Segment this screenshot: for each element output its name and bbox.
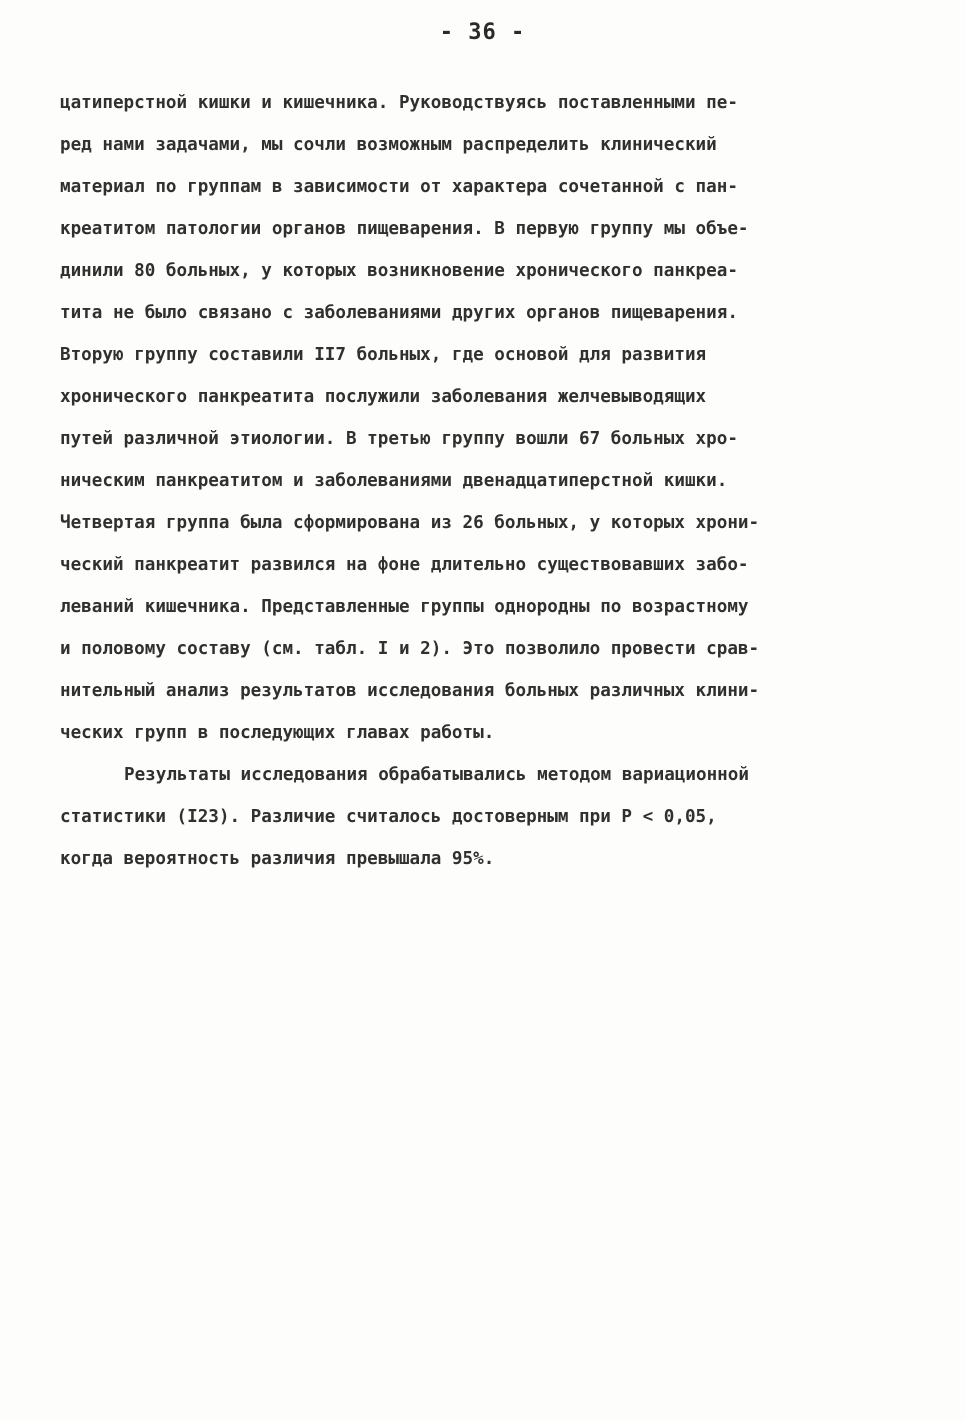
page-number: - 36 -: [439, 20, 526, 45]
paragraph-2: [60, 754, 910, 880]
text-line: путей различной этиологии. В третью группу вошли 67 больных хро-: [60, 429, 738, 449]
text-line: креатитом патологии органов пищеварения. В первую группу мы объе-: [60, 219, 749, 239]
text-line: нительный анализ результатов исследования больных различных клини-: [60, 681, 760, 701]
text-line: Вторую группу составили II7 больных, где основой для развития: [60, 345, 707, 365]
text-line: и половому составу (см. табл. I и 2). Это позволило провести срав-: [60, 639, 760, 659]
text-line: ческих групп в последующих главах работы.: [60, 723, 495, 743]
text-line: Четвертая группа была сформирована из 26 больных, у которых хрони-: [60, 513, 760, 533]
text-line: ред нами задачами, мы сочли возможным распределить клинический: [60, 135, 717, 155]
text-line: хронического панкреатита послужили заболевания желчевыводящих: [60, 387, 707, 407]
text-line: статистики (I23). Различие считалось достоверным при P < 0,05,: [60, 807, 717, 827]
text-line: ческий панкреатит развился на фоне длительно существовавших забо-: [60, 555, 749, 575]
body-text: [60, 82, 910, 880]
text-line: леваний кишечника. Представленные группы однородны по возрастному: [60, 597, 749, 617]
text-line: динили 80 больных, у которых возникновение хронического панкреа-: [60, 261, 738, 281]
text-line: тита не было связано с заболеваниями других органов пищеварения.: [60, 303, 738, 323]
text-line: материал по группам в зависимости от характера сочетанной с пан-: [60, 177, 738, 197]
text-line: когда вероятность различия превышала 95%.: [60, 849, 495, 869]
paragraph-1: [60, 82, 910, 754]
text-line: цатиперстной кишки и кишечника. Руководствуясь поставленными пе-: [60, 93, 738, 113]
text-line: ническим панкреатитом и заболеваниями двенадцатиперстной кишки.: [60, 471, 728, 491]
text-line: Результаты исследования обрабатывались методом вариационной: [124, 765, 749, 785]
